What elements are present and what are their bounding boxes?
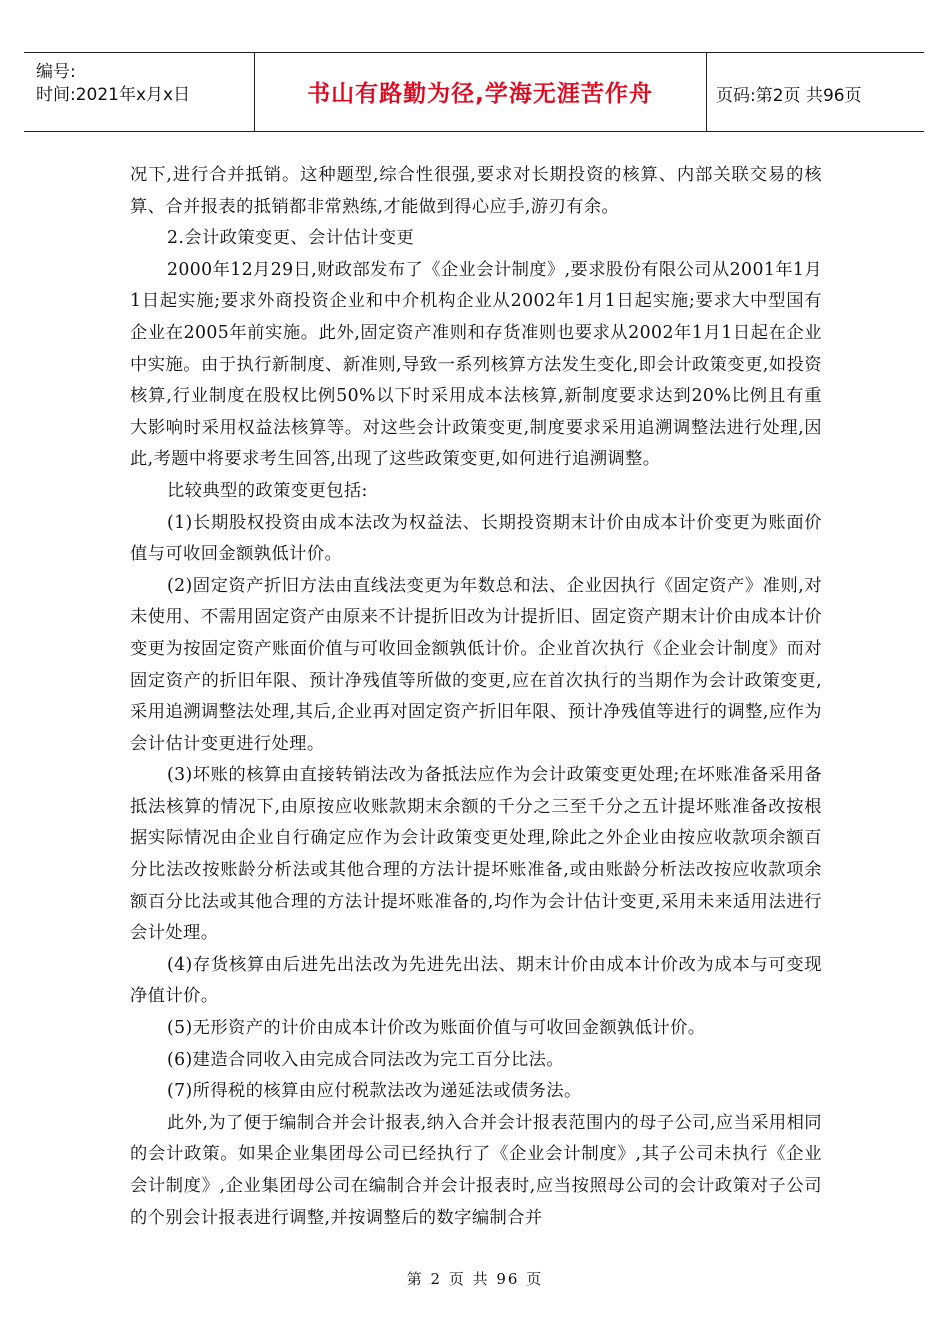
paragraph: 2000年12月29日,财政部发布了《企业会计制度》,要求股份有限公司从2001年1月1日起实施;要求外商投资企业和中介机构企业从2002年1月1日起实施;要求大中型国有企业在2005年前实施。此外,固定资产准则和存货准则也要求从2002年1月1日起在企业中实施。由于执行新制度、新准则,导致一系列核算方法发生变化,即会计政策变更,如投资核算,行业制度在股权比例50%以下时采用成本法核算,新制度要求达到20%比例且有重大影响时采用权益法核算等。对这些会计政策变更,制度要求采用追溯调整法进行处理,因此,考题中将要求考生回答,出现了这些政策变更,如何进行追溯调整。 (130, 259, 822, 470)
header-motto-cell (254, 53, 707, 131)
list-item: (6)建造合同收入由完成合同法改为完工百分比法。 (167, 1049, 564, 1070)
header-page-cell (706, 53, 924, 131)
list-item: (1)长期股权投资由成本法改为权益法、长期投资期末计价由成本计价变更为账面价值与可收回金额孰低计价。 (130, 512, 822, 565)
document-body (130, 160, 822, 1234)
list-item: (5)无形资产的计价由成本计价改为账面价值与可收回金额孰低计价。 (167, 1018, 706, 1039)
section-heading: 2.会计政策变更、会计估计变更 (167, 228, 415, 249)
paragraph: 比较典型的政策变更包括: (167, 480, 368, 501)
list-item: (4)存货核算由后进先出法改为先进先出法、期末计价由成本计价改为成本与可变现净值计价。 (130, 954, 822, 1007)
list-item: (7)所得税的核算由应付税款法改为递延法或债务法。 (167, 1081, 582, 1102)
document-number-label: 编号: (36, 62, 76, 82)
page-header (24, 52, 924, 132)
header-meta-cell (24, 53, 255, 131)
page-footer: 第 2 页 共 96 页 (406, 1270, 544, 1288)
list-item: (3)坏账的核算由直接转销法改为备抵法应作为会计政策变更处理;在坏账准备采用备抵法核算的情况下,由原按应收账款期末余额的千分之三至千分之五计提坏账准备改按根据实际情况由企业自行确定应作为会计政策变更处理,除此之外企业由按应收款项余额百分比法改按账龄分析法或其他合理的方法计提坏账准备,或由账龄分析法改按应收款项余额百分比法或其他合理的方法计提坏账准备的,均作为会计估计变更,采用未来适用法进行会计处理。 (130, 765, 822, 944)
paragraph-continuation: 况下,进行合并抵销。这种题型,综合性很强,要求对长期投资的核算、内部关联交易的核算、合并报表的抵销都非常熟练,才能做到得心应手,游刃有余。 (130, 165, 822, 217)
document-time-label: 时间:2021年x月x日 (36, 85, 191, 105)
list-item: (2)固定资产折旧方法由直线法变更为年数总和法、企业因执行《固定资产》准则,对未使用、不需用固定资产由原来不计提折旧改为计提折旧、固定资产期末计价由成本计价变更为按固定资产账面价值与可收回金额孰低计价。企业首次执行《企业会计制度》而对固定资产的折旧年限、预计净残值等所做的变更,应在首次执行的当期作为会计政策变更,采用追溯调整法处理,其后,企业再对固定资产折旧年限、预计净残值等进行的调整,应作为会计估计变更进行处理。 (130, 575, 822, 754)
header-motto: 书山有路勤为径,学海无涯苦作舟 (307, 81, 653, 107)
header-page-code: 页码:第2页 共96页 (716, 86, 862, 106)
paragraph: 此外,为了便于编制合并会计报表,纳入合并会计报表范围内的母子公司,应当采用相同的会计政策。如果企业集团母公司已经执行了《企业会计制度》,其子公司未执行《企业会计制度》,企业集团母公司在编制合并会计报表时,应当按照母公司的会计政策对子公司的个别会计报表进行调整,并按调整后的数字编制合并 (130, 1112, 822, 1228)
